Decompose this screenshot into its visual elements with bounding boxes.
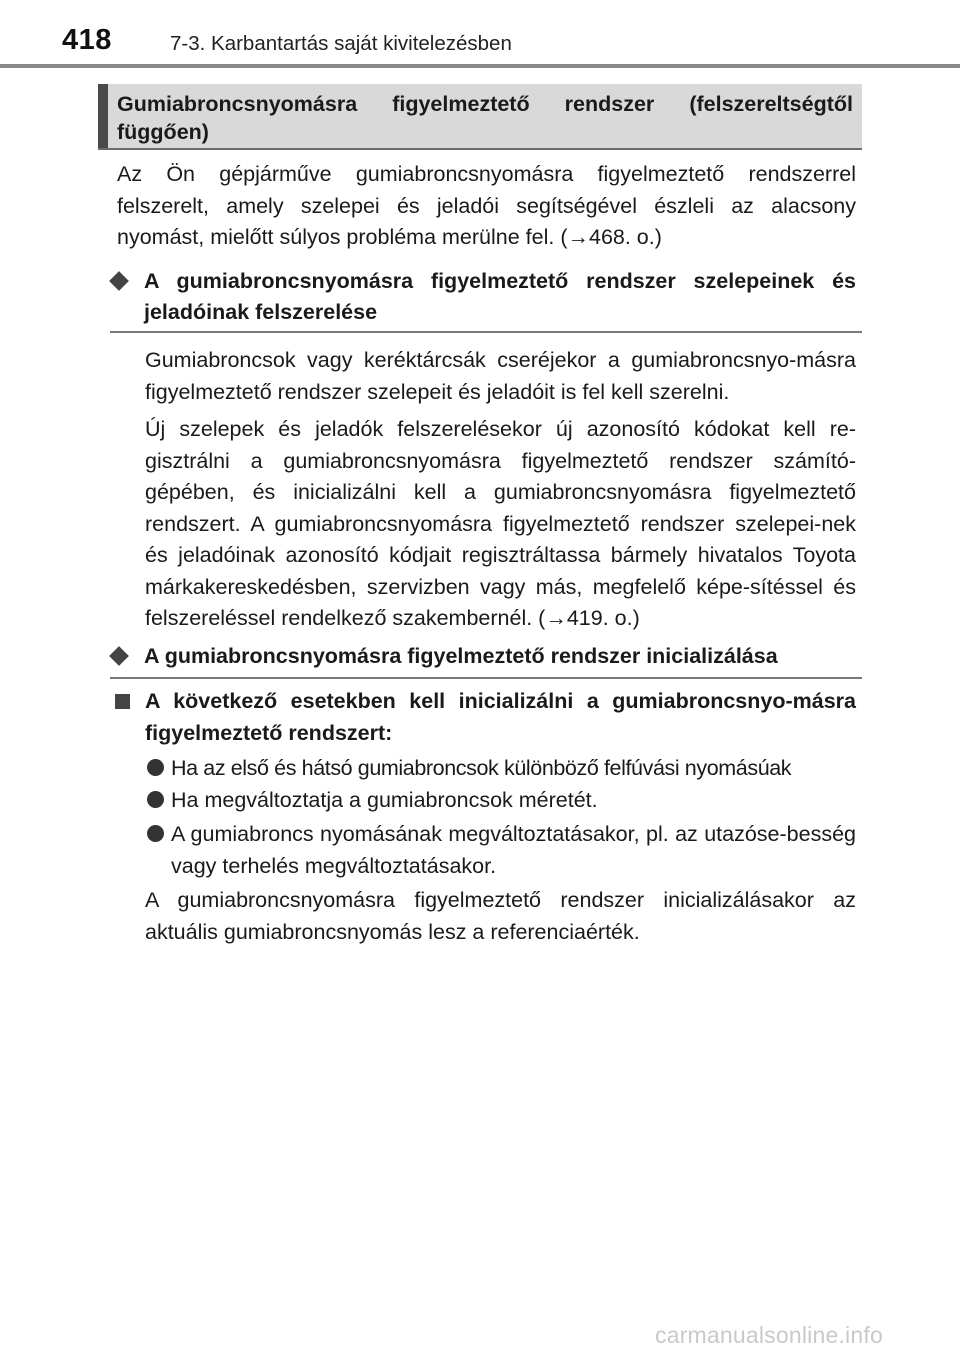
diamond-bullet-icon	[109, 271, 129, 291]
list-item-text: Ha az első és hátsó gumiabroncsok különböző felfúvási nyomásúak	[171, 756, 792, 780]
intro-paragraph: Az Ön gépjárműve gumiabroncsnyomásra figyelmeztető rendszerrel felszerelt, amely szelepei és jeladói segítségével észleli az alacsony nyomást, mielőtt súlyos probléma merülne fel. (→468. o.)	[117, 162, 856, 249]
case-heading-text: A következő esetekben kell inicializálni a gumiabroncsnyo-másra figyelmeztető rendszert:	[145, 689, 856, 745]
circle-bullet-icon	[147, 759, 164, 776]
paragraph: Gumiabroncsok vagy keréktárcsák cseréjekor a gumiabroncsnyo-másra figyelmeztető rendszer szelepeit és jeladóit is fel kell szerelni.	[145, 348, 856, 404]
subsection-divider	[110, 331, 862, 333]
square-bullet-icon	[115, 694, 130, 709]
section-title-box	[98, 84, 862, 150]
circle-bullet-icon	[147, 825, 164, 842]
diamond-bullet-icon	[109, 646, 129, 666]
list-item-text: A gumiabroncs nyomásának megváltoztatásakor, pl. az utazóse-besség vagy terhelés megváltoztatásakor.	[171, 822, 856, 878]
subsection-heading-text: A gumiabroncsnyomásra figyelmeztető rendszer szelepeinek és jeladóinak felszerelése	[144, 269, 856, 324]
header-divider	[0, 64, 960, 68]
subsection-heading-valves	[110, 266, 862, 330]
watermark: carmanualsonline.info	[655, 1322, 883, 1348]
subsection-divider	[110, 677, 862, 679]
section-title-bar	[98, 84, 108, 148]
subsection-heading-text: A gumiabroncsnyomásra figyelmeztető rendszer inicializálása	[144, 644, 778, 668]
paragraph: Új szelepek és jeladók felszerelésekor új azonosító kódokat kell re-gisztrálni a gumiabroncsnyomásra figyelmeztető rendszer számító-gépében, és inicializálni kell a gumiabroncsnyomásra figyelmeztető rendszert. A gumiabroncsnyomásra figyelmeztető rendszer szelepei-nek és jeladóinak azonosító kódjait regisztráltassa bármely hivatalos Toyota márkakereskedésben, szervizben vagy más, megfelelő képe-sítéssel és felszereléssel rendelkező szakembernél. (→419. o.)	[145, 417, 856, 630]
page-header	[0, 0, 960, 70]
chapter-title: 7-3. Karbantartás saját kivitelezésben	[170, 32, 512, 55]
list-item-text: Ha megváltoztatja a gumiabroncsok méretét.	[171, 788, 598, 812]
closing-paragraph: A gumiabroncsnyomásra figyelmeztető rendszer inicializálásakor az aktuális gumiabroncsnyomás lesz a referenciaérték.	[145, 888, 856, 944]
section-title: Gumiabroncsnyomásra figyelmeztető rendszer (felszereltségtől függően)	[117, 92, 853, 144]
circle-bullet-icon	[147, 791, 164, 808]
subsection-heading-initialization	[110, 641, 862, 673]
page-number: 418	[62, 24, 112, 56]
